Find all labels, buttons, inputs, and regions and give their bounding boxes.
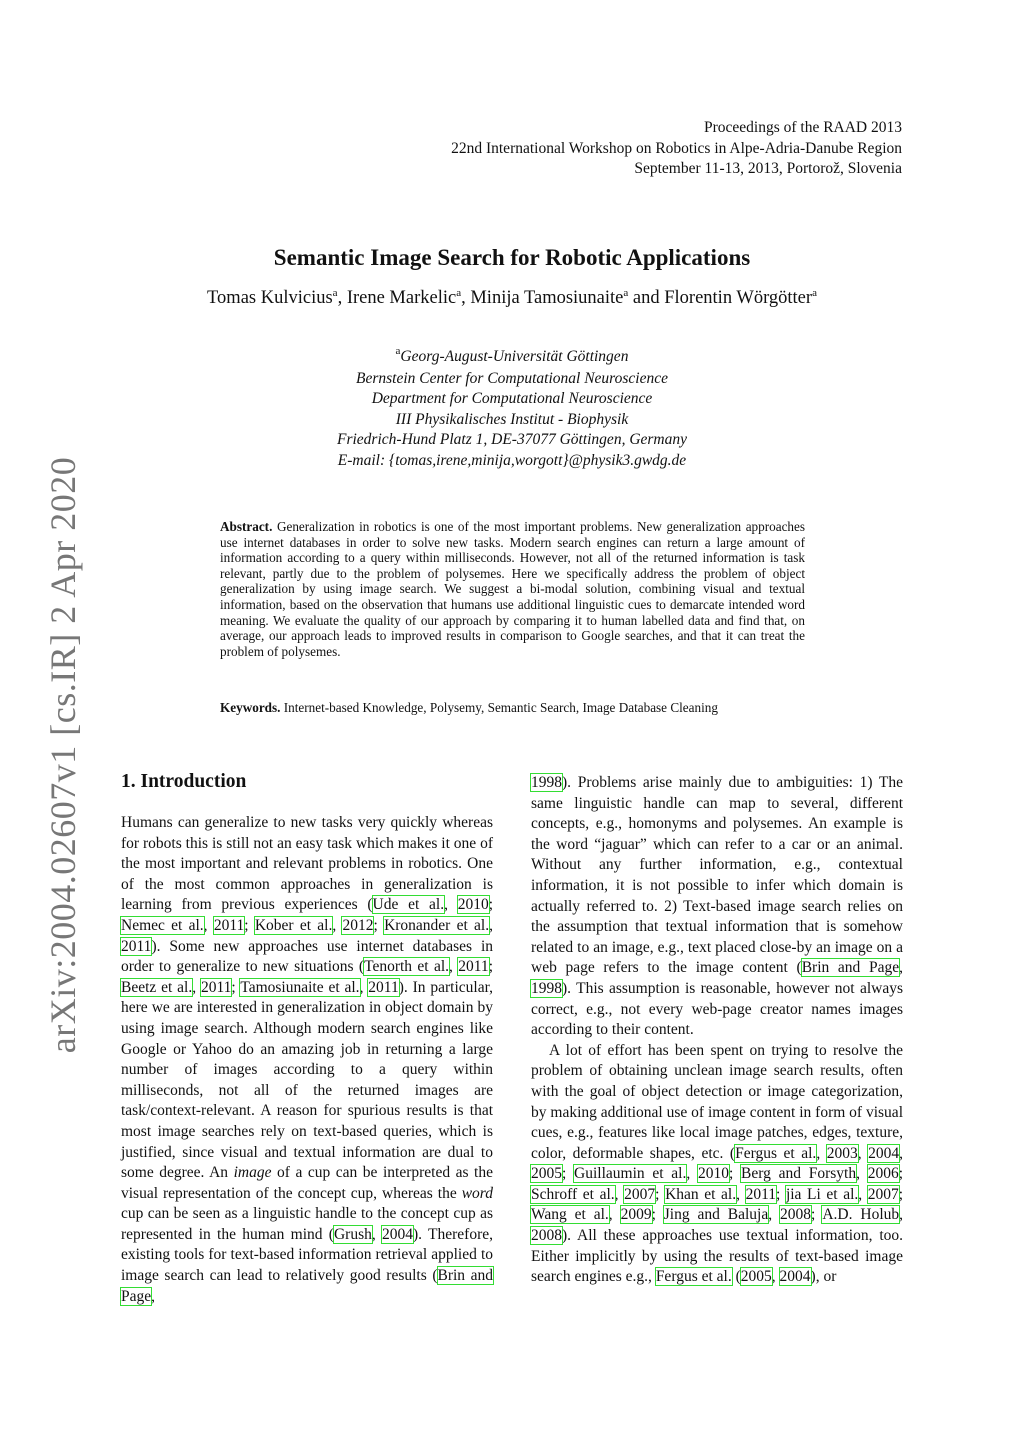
- author-affiliation-mark: a: [456, 287, 462, 299]
- citation-link[interactable]: 2010: [457, 896, 489, 914]
- citation-link[interactable]: Fergus et al.: [655, 1268, 732, 1286]
- citation-separator: ,: [489, 916, 493, 934]
- citation-separator: ;: [898, 1185, 904, 1203]
- author-name: and Florentin Wörgötter: [628, 288, 813, 308]
- citation-link[interactable]: 2006: [867, 1165, 899, 1183]
- citation-link[interactable]: Kober et al.: [254, 916, 333, 934]
- keywords: [220, 700, 820, 716]
- citation-separator: ,: [771, 1268, 780, 1286]
- citation-separator: ,: [858, 1185, 868, 1203]
- affiliation-university: Georg-August-Universität Göttingen: [400, 348, 629, 365]
- proceedings-line: Proceedings of the RAAD 2013: [703, 119, 902, 136]
- citation-separator: ,: [768, 1206, 780, 1224]
- author-name: , Irene Markelic: [337, 288, 457, 308]
- author-affiliation-mark: a: [623, 287, 629, 299]
- body-text: of a cup can be interpreted as the visual representation of the concept cup, whereas the: [121, 1164, 493, 1202]
- citation-separator: ;: [898, 1165, 904, 1183]
- proceedings-header: [451, 118, 902, 180]
- citation-link[interactable]: Ude et al.: [372, 896, 445, 914]
- citation-separator: ,: [686, 1165, 698, 1183]
- citation-link[interactable]: 2004: [382, 1225, 413, 1243]
- citation-link[interactable]: Guillaumin et al.: [574, 1165, 687, 1183]
- body-text: ). Therefore, existing tools for text-based information retrieval applied to image search can lead to relatively good results (: [121, 1225, 493, 1285]
- citation-separator: ,: [203, 916, 214, 934]
- citation-separator: ,: [359, 978, 369, 996]
- citation-link[interactable]: Brin and Page: [801, 959, 900, 977]
- affiliation-block: [0, 347, 1024, 471]
- body-text: A lot of effort has been spent on trying to resolve the problem of obtaining unclean image search results, often with the goal of object detection or image categorization, by making additional use of image content in form of visual cues, e.g., features like local image patches, edges, texture, color, deformable shapes, etc. (: [531, 1041, 903, 1162]
- abstract-text: Generalization in robotics is one of the most important problems. New generalization approaches use internet databases in order to solve new tasks. Modern search engines can return a large amount of information according to a query within milliseconds. However, not all of the returned information is task relevant, partly due to the problem of polysemes. Here we specifically address the problem of object generalization by using image search. We suggest a bi-modal solution, combining visual and textual information, based on the observation that humans use additional linguistic cues to demarcate intended word meaning. We evaluate the quality of our approach by comparing it to human labelled data and find that, on average, our approach leads to improved results in comparison to Google searches, and that it can treat the problem of polysemes.: [220, 519, 806, 659]
- citation-link[interactable]: 2011: [745, 1185, 777, 1203]
- citation-link[interactable]: Berg and Forsyth: [741, 1165, 857, 1183]
- citation-link[interactable]: Wang et al.: [531, 1206, 609, 1224]
- citation-link[interactable]: 1998: [531, 774, 562, 791]
- citation-separator: ;: [655, 1185, 666, 1203]
- citation-separator: ;: [488, 958, 493, 976]
- citation-link[interactable]: Tenorth et al.: [364, 958, 450, 976]
- citation-separator: ,: [856, 1165, 868, 1183]
- citation-separator: ;: [651, 1206, 664, 1224]
- citation-separator: ,: [899, 1206, 903, 1224]
- paragraph: [531, 773, 903, 1041]
- abstract-label: Abstract.: [220, 519, 273, 534]
- affiliation-mark: a: [395, 345, 401, 357]
- citation-link[interactable]: Schroff et al.: [531, 1185, 615, 1203]
- right-column: [531, 773, 903, 1288]
- citation-link[interactable]: 2011: [368, 978, 399, 996]
- citation-link[interactable]: 2004: [868, 1144, 900, 1162]
- citation-separator: ;: [373, 916, 385, 934]
- citation-link[interactable]: Jing and Baluja: [663, 1206, 769, 1224]
- citation-link[interactable]: Tamosiunaite et al.: [240, 978, 360, 996]
- abstract: [220, 519, 805, 659]
- paper-title: Semantic Image Search for Robotic Applications: [273, 245, 751, 270]
- author-list: [190, 288, 834, 311]
- citation-separator: ,: [736, 1185, 746, 1203]
- citation-link[interactable]: 2005: [531, 1165, 562, 1183]
- citation-link[interactable]: 2008: [531, 1227, 562, 1245]
- citation-link[interactable]: Fergus et al.: [735, 1144, 817, 1162]
- citation-separator: ,: [899, 1144, 903, 1162]
- keywords-text: Internet-based Knowledge, Polysemy, Semantic Search, Image Database Cleaning: [283, 700, 718, 715]
- citation-separator: ,: [192, 978, 201, 996]
- citation-link[interactable]: Nemec et al.: [121, 916, 204, 934]
- body-text: ). All these approaches use textual information, too. Either implicitly by using the results of text-based image search engines e.g.,: [531, 1227, 903, 1286]
- citation-separator: ;: [776, 1185, 786, 1203]
- citation-link[interactable]: 2003: [826, 1144, 858, 1162]
- citation-link[interactable]: 1998: [531, 979, 562, 997]
- affiliation-email: E-mail: {tomas,irene,minija,worgott}@physik3.gwdg.de: [337, 451, 687, 469]
- citation-link[interactable]: 2008: [780, 1206, 811, 1224]
- citation-separator: ;: [488, 896, 494, 914]
- citation-link[interactable]: 2007: [624, 1185, 656, 1203]
- citation-link[interactable]: 2010: [697, 1165, 729, 1183]
- citation-link[interactable]: Grush: [333, 1225, 372, 1243]
- citation-separator: ,: [444, 896, 458, 914]
- citation-separator: ,: [608, 1206, 621, 1224]
- citation-separator: ,: [332, 916, 343, 934]
- citation-link[interactable]: 2012: [342, 916, 374, 934]
- citation-separator: ;: [231, 978, 241, 996]
- citation-separator: ;: [728, 1165, 742, 1183]
- citation-link[interactable]: 2009: [620, 1206, 652, 1224]
- affiliation-line: III Physikalisches Institut - Biophysik: [395, 410, 629, 428]
- citation-separator: ,: [449, 958, 459, 976]
- citation-link[interactable]: Khan et al.: [665, 1185, 737, 1203]
- proceedings-line: September 11-13, 2013, Portorož, Slovenia: [634, 160, 902, 177]
- affiliation-line: [0, 347, 1024, 369]
- citation-link[interactable]: 2011: [458, 958, 489, 976]
- citation-link[interactable]: 2005: [740, 1268, 772, 1286]
- citation-link[interactable]: 2007: [867, 1185, 899, 1203]
- citation-separator: ,: [899, 959, 903, 977]
- citation-link[interactable]: A.D. Holub: [822, 1206, 900, 1224]
- body-text: ). Some new approaches use internet databases in order to generalize to new situations (: [121, 937, 493, 976]
- citation-separator: ,: [857, 1144, 869, 1162]
- section-heading: 1. Introduction: [121, 771, 247, 792]
- affiliation-line: Department for Computational Neuroscience: [371, 390, 653, 407]
- citation-separator: ,: [151, 1287, 156, 1305]
- emphasis-text: word: [461, 1184, 493, 1202]
- paragraph: [121, 813, 493, 1307]
- paragraph: [531, 1041, 903, 1288]
- affiliation-line: Bernstein Center for Computational Neuroscience: [356, 369, 668, 387]
- body-text: Humans can generalize to new tasks very quickly whereas for robots this is still not an easy task which makes it one of the most important and relevant problems in robotics. One of the most common approaches in generalization is learning from previous experiences (: [121, 814, 493, 914]
- author-affiliation-mark: a: [812, 287, 817, 299]
- citation-separator: ;: [244, 916, 255, 934]
- citation-link[interactable]: 2011: [200, 978, 232, 996]
- citation-link[interactable]: Kronander et al.: [384, 916, 490, 934]
- author-name: Tomas Kulvicius: [207, 288, 333, 308]
- citation-separator: ;: [811, 1206, 823, 1224]
- left-column: [121, 813, 493, 1307]
- citation-link[interactable]: Brin and Page: [121, 1267, 493, 1305]
- citation-link[interactable]: 2011: [213, 916, 245, 934]
- proceedings-line: 22nd International Workshop on Robotics in Alpe-Adria-Danube Region: [451, 139, 902, 157]
- citation-separator: ,: [614, 1185, 625, 1203]
- citation-link[interactable]: 2004: [779, 1268, 811, 1286]
- body-text: cup can be seen as a linguistic handle to the concept cup as represented in the human mind (: [121, 1205, 493, 1243]
- body-text: ), or: [810, 1268, 837, 1286]
- citation-separator: (: [731, 1268, 741, 1286]
- body-text: ). This assumption is reasonable, however not always correct, e.g., not every web-page creator names images according to their content.: [531, 979, 903, 1039]
- emphasis-text: image: [233, 1164, 272, 1182]
- keywords-label: Keywords.: [220, 700, 281, 715]
- citation-link[interactable]: Beetz et al.: [121, 978, 193, 996]
- citation-separator: ,: [816, 1144, 827, 1162]
- author-affiliation-mark: a: [332, 287, 338, 299]
- body-text: ). Problems arise mainly due to ambiguities: 1) The same linguistic handle can map to several, different concepts, e.g., homonyms and polysemes. An example is the word “jaguar” which can refer to a car or an animal. Without any further information, e.g., contextual information, it is not possible to infer which domain is actually referred to. 2) Text-based image search relies on the assumption that textual information that is somehow related to an image, e.g., text placed close-by an image on a web page refers to the image content (: [531, 774, 903, 977]
- arxiv-stamp: arXiv:2004.02607v1 [cs.IR] 2 Apr 2020: [43, 456, 83, 1054]
- citation-link[interactable]: jia Li et al.: [785, 1185, 859, 1203]
- citation-separator: ,: [371, 1225, 382, 1243]
- affiliation-line: Friedrich-Hund Platz 1, DE-37077 Göttingen, Germany: [337, 431, 687, 448]
- citation-link[interactable]: 2011: [121, 937, 152, 955]
- body-text: ). In particular, here we are interested in generalization in object domain by using image search. Although modern search engines like Google or Yahoo do an amazing job in returning a large number of images according to a query within milliseconds, not all of the returned images are task/context-relevant. A reason for spurious results is that most image searches rely on text-based queries, which is justified, since visual and textual information are dual to some degree. An: [121, 978, 494, 1182]
- citation-separator: ;: [562, 1165, 575, 1183]
- author-name: , Minija Tamosiunaite: [461, 288, 624, 308]
